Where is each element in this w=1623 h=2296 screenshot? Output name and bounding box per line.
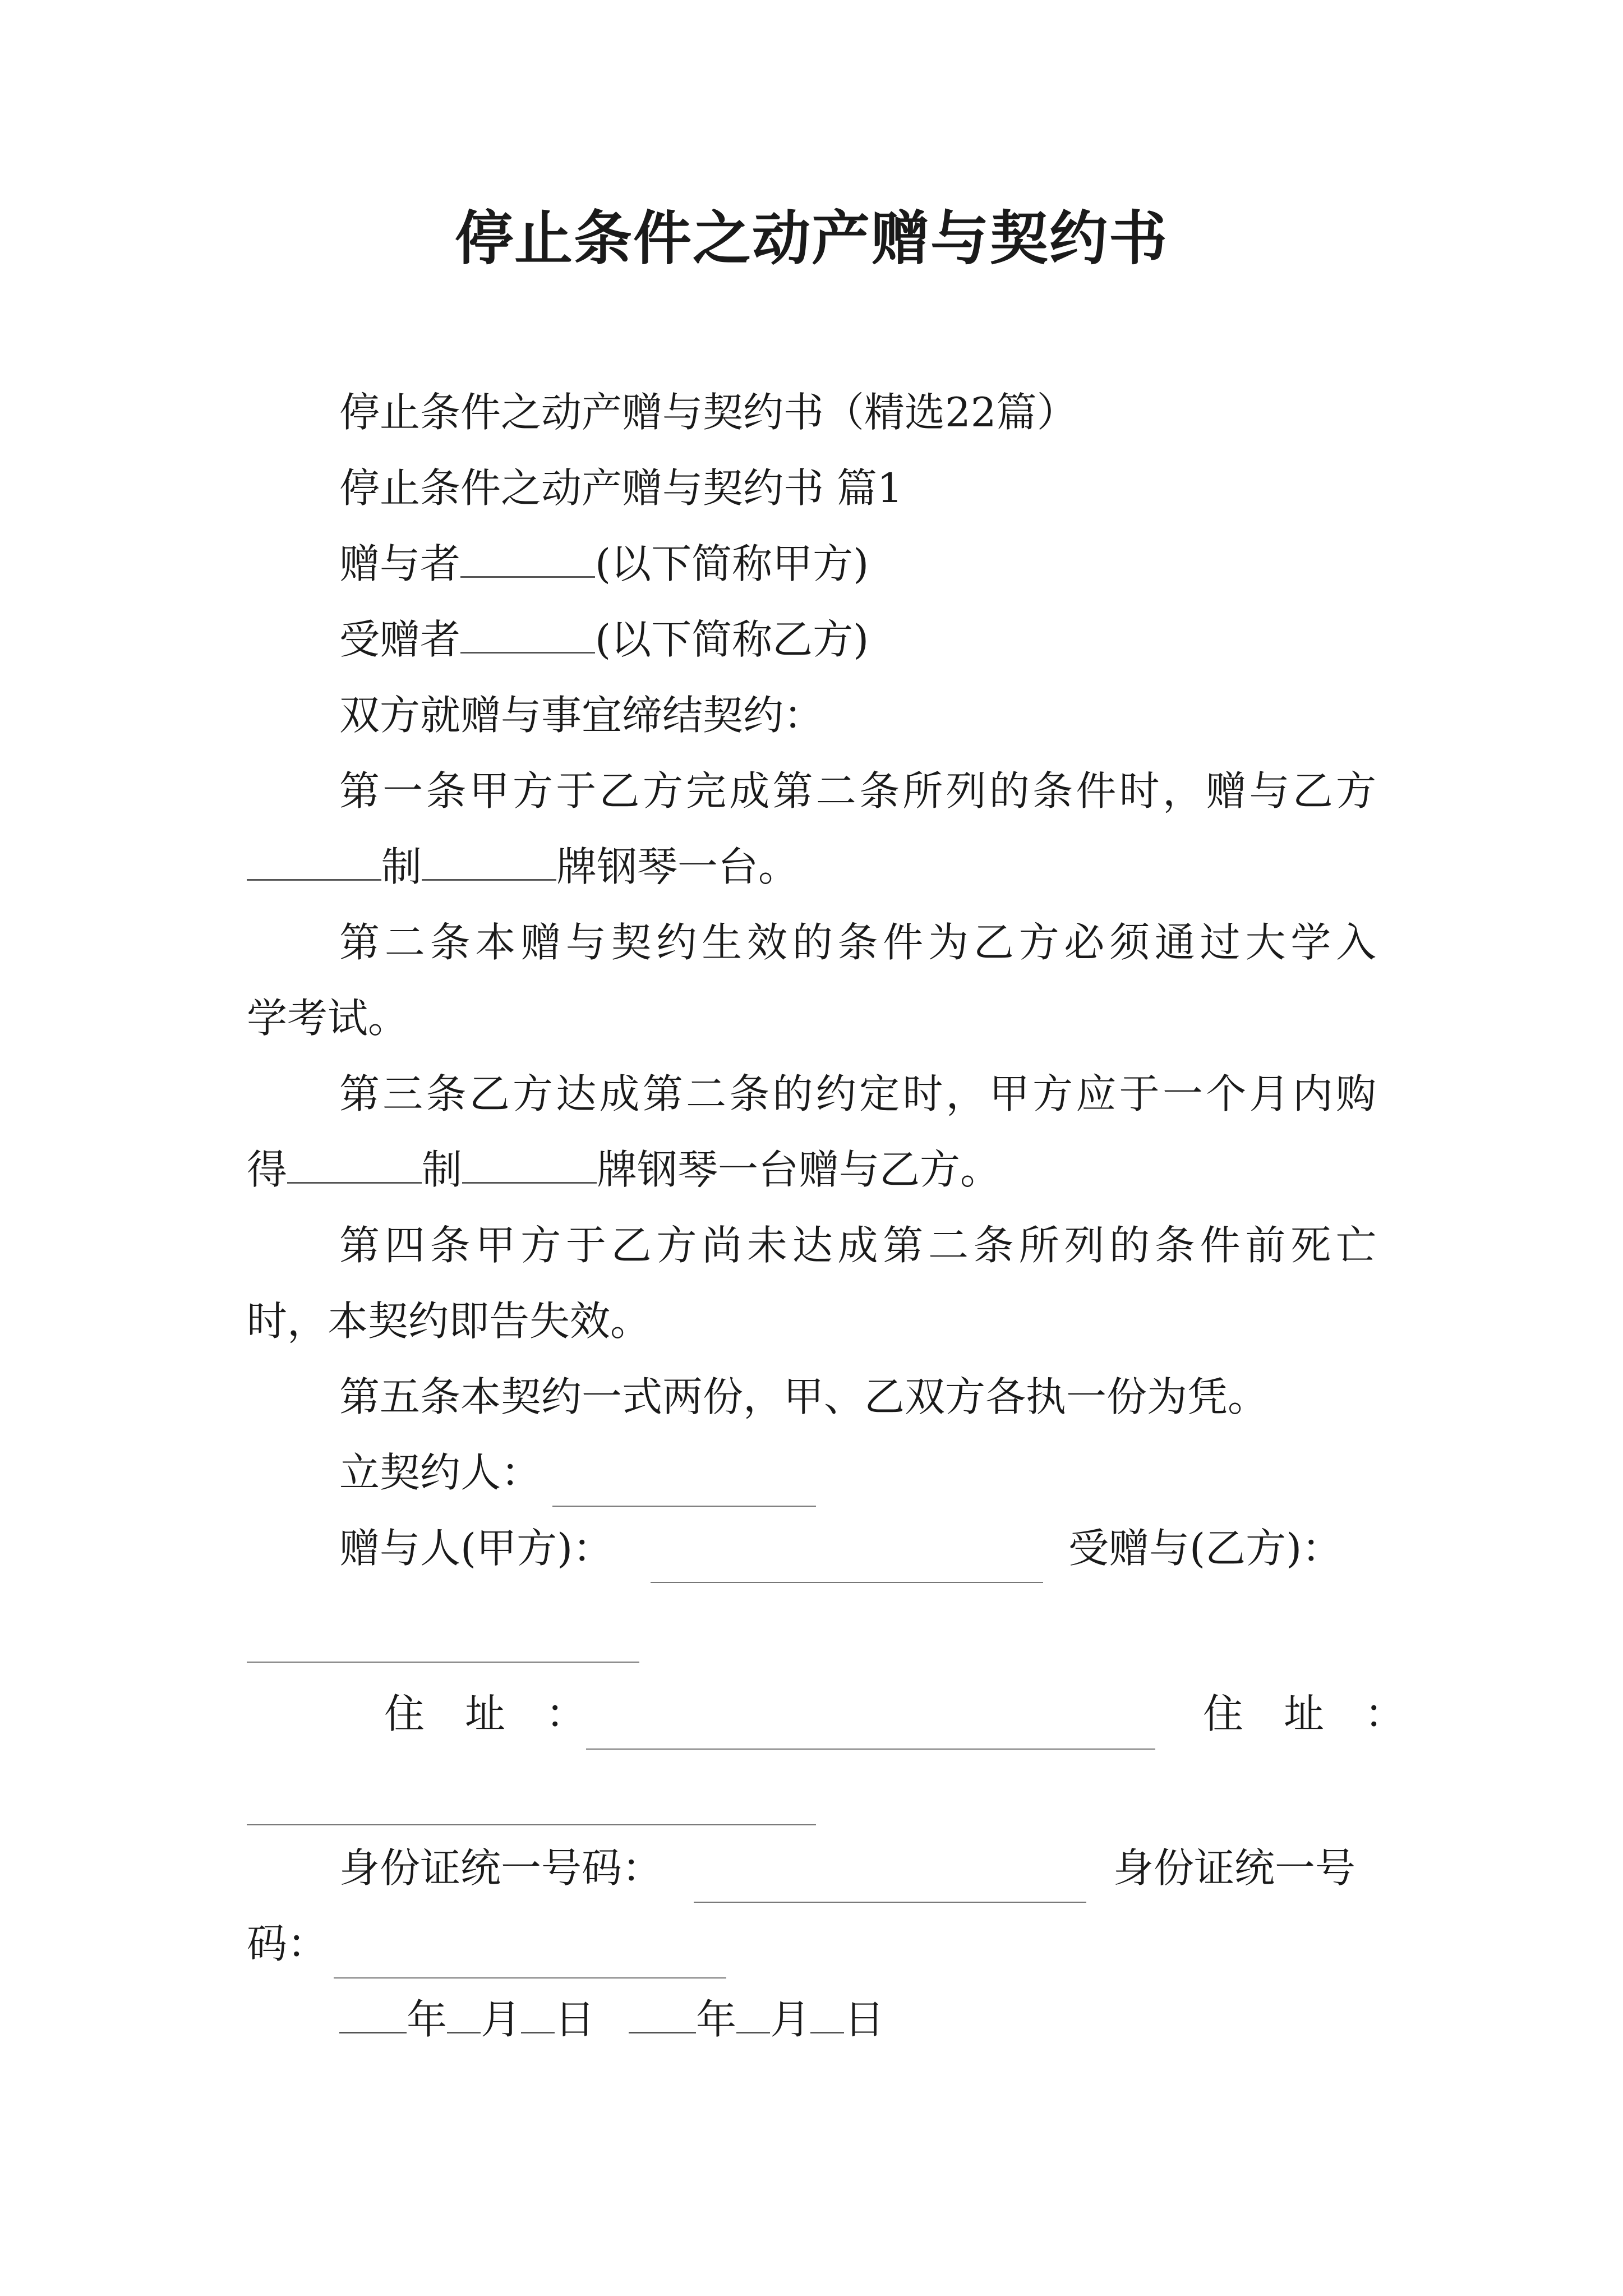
day-2-blank [810, 1989, 844, 2033]
id-2-label-a: 身份证统一号 [1113, 1844, 1356, 1892]
purchase-brand-blank [462, 1139, 597, 1184]
signer-label: 立契约人： [339, 1449, 542, 1496]
subtitle-line: 停止条件之动产赠与契约书（精选22篇） [339, 389, 1077, 436]
piano-make-blank [247, 836, 381, 881]
article-3-line-1: 第三条乙方达成第二条的约定时，甲方应于一个月内购 [339, 1070, 1376, 1117]
month-2-label: 月 [770, 1996, 811, 2043]
donee-name-blank [460, 609, 595, 654]
donee-sign-blank [247, 1662, 639, 1663]
id-1-label: 身份证统一号码： [339, 1844, 663, 1892]
donee-sign-label: 受赠与(乙方)： [1068, 1525, 1343, 1572]
article-3-mid: 制 [422, 1146, 463, 1193]
month-2-blank [736, 1989, 770, 2033]
article-2-line-2: 学考试。 [247, 995, 409, 1042]
article-2-line-1: 第二条本赠与契约生效的条件为乙方必须通过大学入 [339, 919, 1376, 966]
chapter-heading: 停止条件之动产赠与契约书 篇1 [339, 464, 903, 512]
article-1-line-1: 第一条甲方于乙方完成第二条所列的条件时，赠与乙方 [339, 767, 1376, 815]
signer-line [247, 1442, 1376, 1503]
article-4-line-1: 第四条甲方于乙方尚未达成第二条所列的条件前死亡 [339, 1222, 1376, 1269]
donor-label: 赠与者 [339, 540, 461, 587]
address-2-label: 住 址 ： [1203, 1690, 1405, 1737]
month-1-blank [447, 1989, 481, 2033]
donee-label: 受赠者 [339, 616, 461, 663]
piano-brand-blank [422, 836, 556, 881]
article-1-mid: 制 [381, 843, 422, 890]
date-line [247, 1989, 1376, 2050]
document-title: 停止条件之动产赠与契约书 [454, 204, 1168, 273]
donor-suffix: (以下简称甲方) [595, 540, 869, 587]
year-2-label: 年 [696, 1996, 737, 2043]
purchase-make-blank [287, 1139, 422, 1184]
intro-line: 双方就赠与事宜缔结契约： [339, 692, 824, 739]
article-3-start: 得 [247, 1146, 288, 1193]
address-2-blank [247, 1824, 816, 1825]
article-3-line-2 [247, 1139, 1376, 1200]
day-2-label: 日 [844, 1996, 885, 2043]
id-2-label-b: 码： [247, 1920, 328, 1967]
year-1-blank [339, 1989, 407, 2033]
donor-sign-label: 赠与人(甲方)： [339, 1525, 614, 1572]
article-1-line-2 [247, 836, 1376, 898]
donor-sign-blank [651, 1582, 1043, 1583]
year-1-label: 年 [407, 1996, 448, 2043]
address-1-label: 住 址 ： [384, 1690, 587, 1737]
id-1-blank [694, 1902, 1086, 1903]
day-1-blank [521, 1989, 555, 2033]
donor-line [247, 533, 1376, 595]
year-2-blank [629, 1989, 696, 2033]
article-3-end: 牌钢琴一台赠与乙方。 [597, 1146, 1001, 1193]
article-4-line-2: 时，本契约即告失效。 [247, 1297, 651, 1345]
donee-suffix: (以下简称乙方) [595, 616, 869, 663]
donor-name-blank [460, 533, 595, 578]
article-1-end: 牌钢琴一台。 [556, 843, 799, 890]
signer-blank [552, 1506, 816, 1507]
id-2-blank [334, 1977, 726, 1978]
donee-line [247, 609, 1376, 670]
day-1-label: 日 [555, 1996, 596, 2043]
address-1-blank [586, 1749, 1155, 1750]
month-1-label: 月 [481, 1996, 522, 2043]
article-5-line: 第五条本契约一式两份，甲、乙双方各执一份为凭。 [339, 1373, 1269, 1420]
